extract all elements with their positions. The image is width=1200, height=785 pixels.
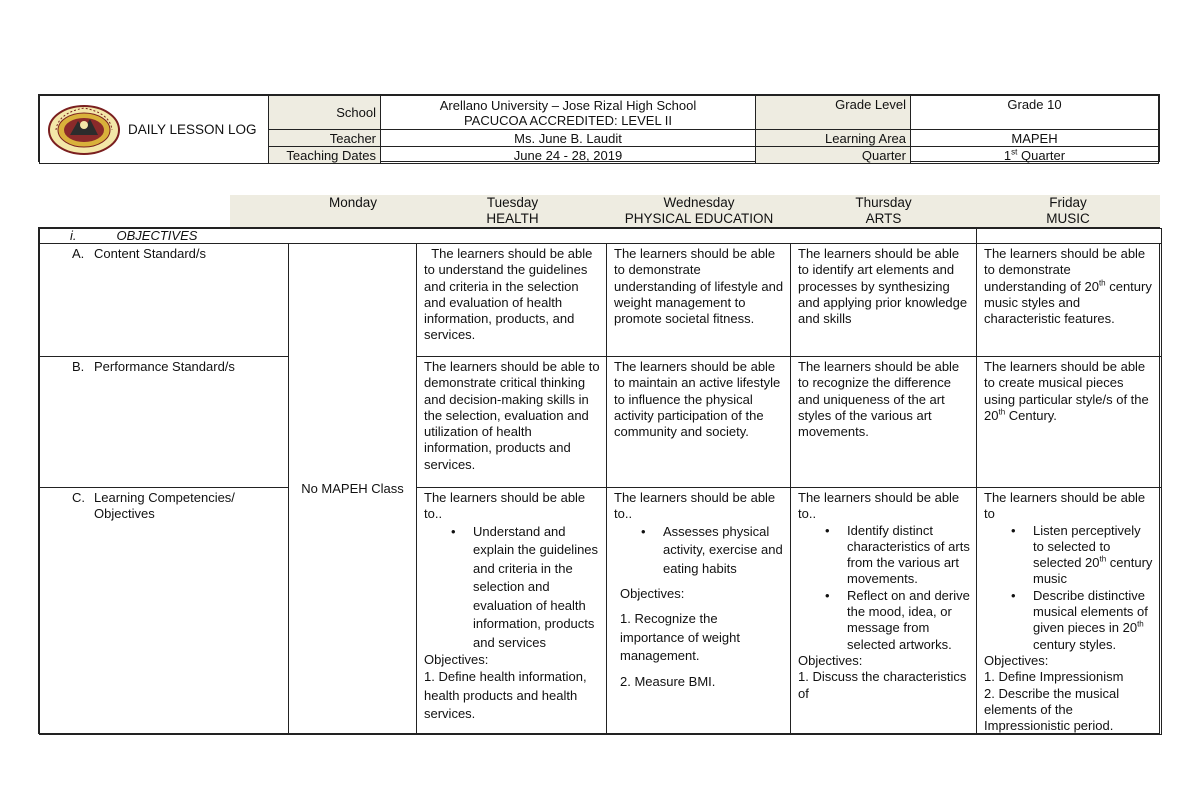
teacher-label: Teacher: [269, 130, 381, 147]
content-standard-friday: The learners should be able to demonstrate understanding of 20th century music styles and characteristic features.: [977, 244, 1162, 357]
list-item: • Assesses physical activity, exercise and eating habits: [614, 523, 784, 579]
competencies-row: [40, 488, 1162, 735]
day-thursday: Thursday ARTS: [855, 195, 912, 226]
content-standard-thursday: The learners should be able to identify art elements and processes by synthesizing and applying prior knowledge and skills: [791, 244, 977, 357]
content-standard-row: [40, 244, 1162, 357]
list-item: • Understand and explain the guidelines and criteria in the selection and evaluation of health information, products and services: [424, 523, 600, 653]
list-item: • Identify distinct characteristics of arts from the various art movements.: [798, 523, 970, 588]
content-standard-wednesday: The learners should be able to demonstrate understanding of lifestyle and weight management to promote societal fitness.: [607, 244, 791, 357]
quarter-value: 1st Quarter: [911, 147, 1159, 164]
competencies-label: C. Learning Competencies/ Objectives: [40, 488, 289, 735]
day-wednesday: Wednesday PHYSICAL EDUCATION: [624, 195, 774, 226]
grade-level-label: Grade Level: [756, 96, 911, 130]
teaching-dates-label: Teaching Dates: [269, 147, 381, 164]
performance-standard-friday: The learners should be able to create musical pieces using particular style/s of the 20th Century.: [977, 357, 1162, 488]
content-standard-tuesday: The learners should be able to understand the guidelines and criteria in the selection and evaluation of health information, products, and services.: [417, 244, 607, 357]
competencies-wednesday: The learners should be able to.. • Assesses physical activity, exercise and eating habits Objectives: 1. Recognize the importance of weight management. 2. Measure BMI.: [607, 488, 791, 735]
quarter-label: Quarter: [756, 147, 911, 164]
list-item: • Describe distinctive musical elements of given pieces in 20th century styles.: [984, 588, 1155, 653]
grade-level-value: Grade 10: [911, 96, 1159, 130]
document-title: DAILY LESSON LOG: [128, 122, 257, 137]
day-header-band: [230, 195, 1160, 227]
list-item: • Reflect on and derive the mood, idea, or message from selected artworks.: [798, 588, 970, 653]
header-table: [38, 94, 1160, 162]
teacher-value: Ms. June B. Laudit: [381, 130, 756, 147]
performance-standard-wednesday: The learners should be able to maintain an active lifestyle to influence the physical activity participation of the community and society.: [607, 357, 791, 488]
performance-standard-tuesday: The learners should be able to demonstrate critical thinking and decision-making skills in the selection, evaluation and utilization of health information, products and services.: [417, 357, 607, 488]
day-friday: Friday MUSIC: [1046, 195, 1090, 226]
school-seal-logo: [48, 105, 120, 155]
teaching-dates-value: June 24 - 28, 2019: [381, 147, 756, 164]
objectives-heading: i. OBJECTIVES: [40, 229, 977, 244]
school-label: School: [269, 96, 381, 130]
school-value: Arellano University – Jose Rizal High School PACUCOA ACCREDITED: LEVEL II: [381, 96, 756, 130]
day-monday: Monday: [328, 195, 378, 210]
lesson-grid: [38, 227, 1160, 734]
competencies-thursday: The learners should be able to.. • Identify distinct characteristics of arts from the various art movements. • Reflect on and derive the mood, idea, or message from selected artworks. Objectives: 1. Discuss the characteristics of: [791, 488, 977, 735]
performance-standard-row: [40, 357, 1162, 488]
content-standard-label: A. Content Standard/s: [40, 244, 289, 357]
objectives-empty-cell: [977, 229, 1162, 244]
objectives-row: [40, 229, 1162, 244]
logo-title-cell: [40, 96, 269, 164]
performance-standard-label: B. Performance Standard/s: [40, 357, 289, 488]
day-tuesday: Tuesday HEALTH: [486, 195, 539, 226]
learning-area-value: MAPEH: [911, 130, 1159, 147]
competencies-tuesday: The learners should be able to.. • Understand and explain the guidelines and criteria in the selection and evaluation of health information, products and services Objectives: 1. Define health information, health products and health services.: [417, 488, 607, 735]
performance-standard-thursday: The learners should be able to recognize the difference and uniqueness of the art styles of the various art movements.: [791, 357, 977, 488]
list-item: • Listen perceptively to selected to selected 20th century music: [984, 523, 1155, 588]
learning-area-label: Learning Area: [756, 130, 911, 147]
monday-no-class: No MAPEH Class: [289, 244, 417, 735]
competencies-friday: The learners should be able to • Listen perceptively to selected to selected 20th century music • Describe distinctive musical elements of given pieces in 20th century styles. Objectives: 1. Define Impressionism 2. Describe the musical elements of the Impressionistic period.: [977, 488, 1162, 735]
